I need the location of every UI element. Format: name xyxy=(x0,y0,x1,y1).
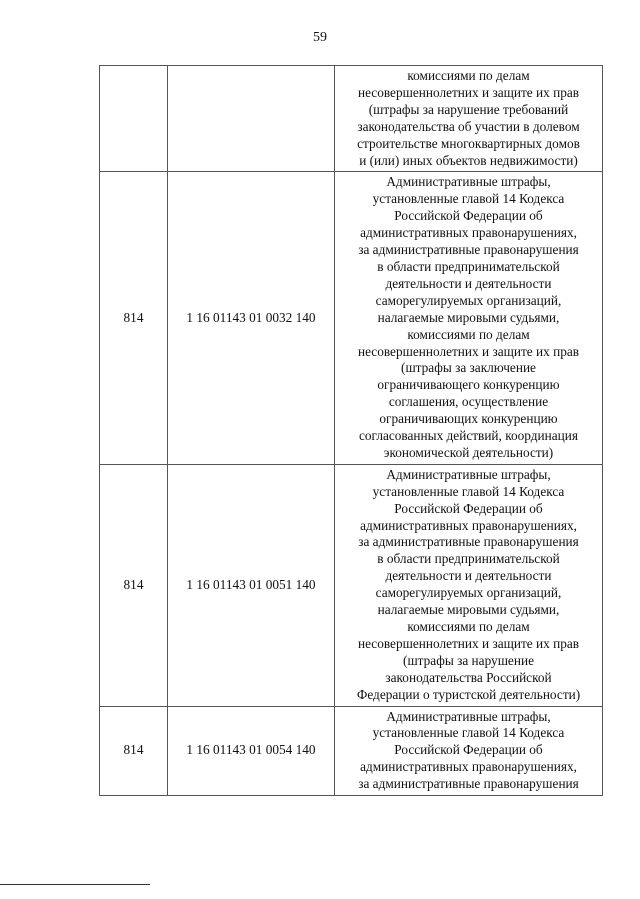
admin-code-cell xyxy=(100,66,168,172)
description-line: соглашения, осуществление xyxy=(388,394,549,410)
description-line: административных правонарушениях, xyxy=(360,225,577,241)
description-line: установленные главой 14 Кодекса xyxy=(372,191,565,207)
description-line: деятельности и деятельности xyxy=(385,275,552,291)
description-line: комиссиями по делам xyxy=(407,326,530,342)
description-line: (штрафы за заключение xyxy=(401,360,536,376)
table-row xyxy=(100,66,603,172)
description-line: законодательства Российской xyxy=(385,669,552,685)
table-row xyxy=(100,706,603,796)
description-line: комиссиями по делам xyxy=(407,619,530,634)
description-line: налагаемые мировыми судьями, xyxy=(377,602,560,618)
description-line: Административные штрафы, xyxy=(386,708,551,724)
description-line: Федерации о туристской деятельности) xyxy=(356,686,581,702)
page-number: 59 xyxy=(313,30,327,45)
description-line: Административные штрафы, xyxy=(386,466,551,482)
description-line: (штрафы за нарушение требований xyxy=(368,101,569,117)
description-line: установленные главой 14 Кодекса xyxy=(372,725,565,741)
budget-classification-code-cell: 1 16 01143 01 0032 140 xyxy=(168,172,335,464)
budget-classification-code-cell xyxy=(168,66,335,172)
description-line: согласованных действий, координация xyxy=(358,428,578,444)
budget-classification-code-cell: 1 16 01143 01 0054 140 xyxy=(168,706,335,796)
budget-codes-table xyxy=(99,65,603,796)
description-line: несовершеннолетних и защите их прав xyxy=(357,343,580,359)
table-row xyxy=(100,464,603,706)
description-line: за административные правонарушения xyxy=(358,534,579,550)
description-line: законодательства об участии в долевом xyxy=(357,118,580,134)
description-line: ограничивающих конкуренцию xyxy=(379,411,558,427)
admin-code-cell: 814 xyxy=(100,464,168,706)
table-row xyxy=(100,172,603,464)
description-line: несовершеннолетних и защите их прав xyxy=(357,635,580,651)
table-body xyxy=(100,66,603,796)
description-line: административных правонарушениях, xyxy=(360,517,577,533)
revenue-description-cell xyxy=(335,706,603,796)
description-line: в области предпринимательской xyxy=(377,551,560,567)
description-line: комиссиями по делам xyxy=(407,68,530,83)
description-line: Административные штрафы, xyxy=(386,174,551,190)
budget-classification-code-cell: 1 16 01143 01 0051 140 xyxy=(168,464,335,706)
description-line: экономической деятельности) xyxy=(383,444,554,460)
description-line: и (или) иных объектов недвижимости) xyxy=(359,152,578,168)
description-line: строительстве многоквартирных домов xyxy=(357,135,580,151)
description-line: за административные правонарушения xyxy=(358,242,579,258)
description-line: (штрафы за нарушение xyxy=(403,652,534,668)
admin-code-cell: 814 xyxy=(100,172,168,464)
description-line: налагаемые мировыми судьями, xyxy=(377,309,560,325)
description-line: Российской Федерации об xyxy=(394,742,543,758)
description-line: несовершеннолетних и защите их прав xyxy=(357,84,580,100)
description-line: Российской Федерации об xyxy=(394,208,543,224)
admin-code-cell: 814 xyxy=(100,706,168,796)
description-line: административных правонарушениях, xyxy=(360,759,577,775)
description-line: Российской Федерации об xyxy=(394,500,543,516)
description-line: деятельности и деятельности xyxy=(385,568,552,584)
description-line: установленные главой 14 Кодекса xyxy=(372,483,565,499)
revenue-description-cell xyxy=(335,66,603,172)
description-line: в области предпринимательской xyxy=(377,258,560,274)
description-line: саморегулируемых организаций, xyxy=(375,292,562,308)
revenue-description-cell xyxy=(335,464,603,706)
footnote-divider xyxy=(0,884,150,885)
revenue-description-cell xyxy=(335,172,603,464)
description-line: саморегулируемых организаций, xyxy=(375,585,562,601)
description-line: за административные правонарушения xyxy=(358,776,579,792)
description-line: ограничивающего конкуренцию xyxy=(377,377,560,393)
